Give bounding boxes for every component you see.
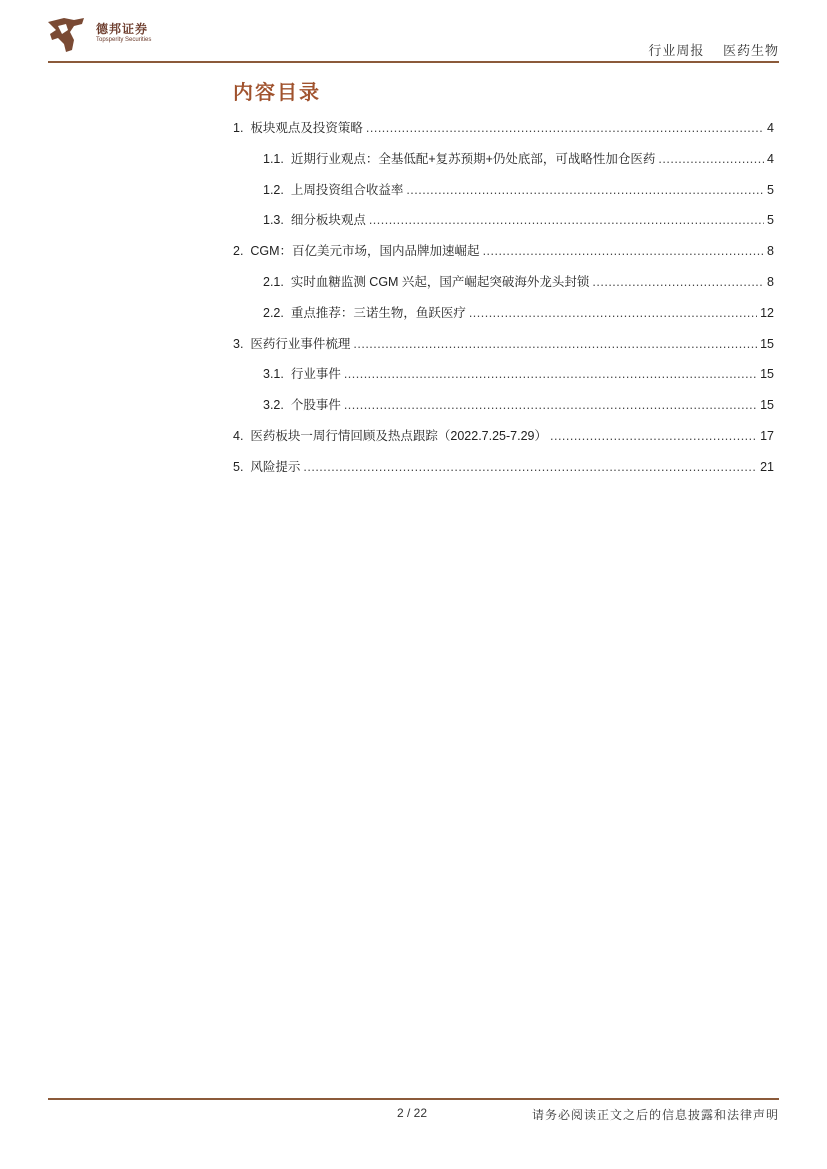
toc-entry-label: 风险提示 xyxy=(250,459,301,474)
toc-entry-page: 8 xyxy=(767,244,774,259)
toc-title: 内容目录 xyxy=(233,80,321,104)
toc-entry[interactable] xyxy=(233,210,774,241)
toc-entry-page: 4 xyxy=(767,151,774,166)
toc-entry[interactable] xyxy=(233,457,774,488)
toc-entry-number: 1.1. xyxy=(263,151,284,166)
toc-dot-leader xyxy=(344,398,757,412)
toc-entry-label: 实时血糖监测 CGM 兴起，国产崛起突破海外龙头封锁 xyxy=(290,274,590,289)
toc-dot-leader xyxy=(658,152,764,166)
toc-dot-leader xyxy=(366,121,764,135)
toc-entry-number: 2. xyxy=(233,244,244,259)
footer-divider xyxy=(48,1098,779,1100)
toc-entry-page: 8 xyxy=(767,274,774,289)
toc-entry-label: 行业事件 xyxy=(290,367,341,382)
toc-entry-page: 12 xyxy=(760,305,774,320)
toc-dot-leader xyxy=(369,213,764,227)
toc-entry-label: 医药行业事件梳理 xyxy=(250,336,351,351)
toc-dot-leader xyxy=(483,244,764,258)
logo-horse-icon xyxy=(44,16,88,54)
report-type: 行业周报 xyxy=(648,43,705,58)
toc-entry[interactable] xyxy=(233,272,774,303)
toc-entry-label: 板块观点及投资策略 xyxy=(250,121,363,135)
toc-entry-page: 21 xyxy=(760,459,774,474)
toc-entry-page: 15 xyxy=(760,336,774,351)
toc-entry-number: 2.2. xyxy=(263,305,284,320)
toc-entry[interactable] xyxy=(233,303,774,334)
toc-entry-number: 4. xyxy=(233,428,244,443)
toc-dot-leader xyxy=(303,460,757,474)
logo-chinese-name: 德邦证券 xyxy=(96,22,149,36)
toc-entry-number: 1. xyxy=(233,121,244,135)
toc-entry-label: CGM：百亿美元市场，国内品牌加速崛起 xyxy=(250,244,480,259)
toc-entry[interactable] xyxy=(233,426,774,457)
toc-entry[interactable] xyxy=(233,395,774,426)
header-tags xyxy=(648,40,779,59)
toc-entry-page: 5 xyxy=(767,213,774,228)
toc-entry-number: 1.3. xyxy=(263,213,284,228)
page-header xyxy=(0,0,827,66)
toc-dot-leader xyxy=(592,275,764,289)
toc-entry-number: 3.2. xyxy=(263,398,284,413)
toc-entry[interactable] xyxy=(233,364,774,395)
page-indicator: 2 / 22 xyxy=(397,1106,428,1120)
toc-entry-number: 3.1. xyxy=(263,367,284,382)
sector-name: 医药生物 xyxy=(722,43,779,58)
toc-entry[interactable] xyxy=(233,334,774,365)
toc-entry-page: 17 xyxy=(760,428,774,443)
toc-entry-label: 医药板块一周行情回顾及热点跟踪（2022.7.25-7.29） xyxy=(250,428,547,443)
toc-entry-page: 5 xyxy=(767,182,774,197)
table-of-contents xyxy=(233,118,774,488)
toc-dot-leader xyxy=(353,337,757,351)
toc-entry-page: 4 xyxy=(767,121,774,135)
toc-entry-label: 重点推荐：三诺生物，鱼跃医疗 xyxy=(290,305,466,320)
toc-entry[interactable] xyxy=(233,118,774,149)
toc-entry-number: 2.1. xyxy=(263,274,284,289)
toc-entry-label: 细分板块观点 xyxy=(290,213,366,228)
company-logo xyxy=(44,16,174,56)
toc-entry-number: 1.2. xyxy=(263,182,284,197)
toc-entry-label: 上周投资组合收益率 xyxy=(290,182,404,197)
logo-english-name: Topsperity Securities xyxy=(96,37,152,43)
toc-entry-number: 3. xyxy=(233,336,244,351)
header-divider xyxy=(48,61,779,63)
toc-dot-leader xyxy=(344,367,757,381)
toc-entry[interactable] xyxy=(233,241,774,272)
toc-dot-leader xyxy=(406,183,764,197)
toc-entry-number: 5. xyxy=(233,459,244,474)
toc-entry[interactable] xyxy=(233,149,774,180)
toc-dot-leader xyxy=(469,306,757,320)
toc-entry[interactable] xyxy=(233,180,774,211)
toc-entry-label: 个股事件 xyxy=(290,398,341,413)
toc-dot-leader xyxy=(550,429,757,443)
toc-entry-label: 近期行业观点：全基低配+复苏预期+仍处底部，可战略性加仓医药 xyxy=(290,151,656,166)
footer-disclaimer: 请务必阅读正文之后的信息披露和法律声明 xyxy=(531,1108,779,1122)
toc-entry-page: 15 xyxy=(760,398,774,413)
toc-entry-page: 15 xyxy=(760,367,774,382)
